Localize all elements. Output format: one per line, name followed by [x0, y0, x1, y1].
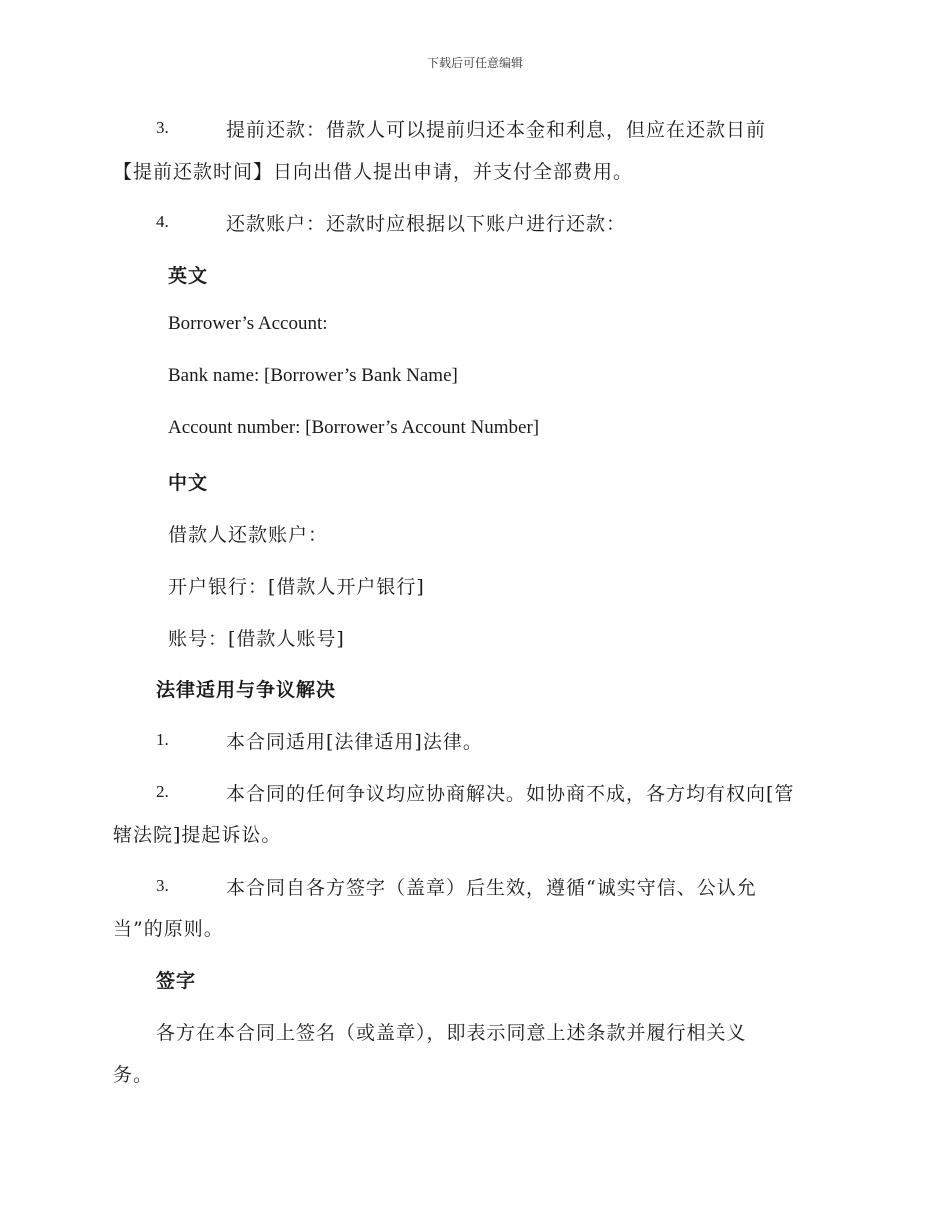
section-heading-chinese: 中文 [168, 472, 209, 494]
item-number: 3. [156, 876, 169, 895]
sign-text: 各方在本合同上签名（或盖章），即表示同意上述条款并履行相关义 [156, 1022, 747, 1044]
page-header: 下载后可任意编辑 [426, 56, 523, 70]
chinese-account-label: 借款人还款账户： [168, 524, 329, 546]
item-number: 1. [156, 730, 169, 749]
english-account-number: Account number: [Borrower’s Account Number] [168, 417, 540, 438]
item-number: 4. [156, 212, 169, 231]
section-heading-sign: 签字 [156, 970, 197, 992]
chinese-account-number: 账号：[借款人账号] [168, 628, 345, 650]
item-text: 本合同自各方签字（盖章）后生效，遵循“诚实守信、公认允 [226, 877, 757, 899]
item-number: 2. [156, 782, 169, 801]
item-text-continued: 当”的原则。 [113, 918, 224, 940]
item-text: 本合同的任何争议均应协商解决。如协商不成，各方均有权向[管 [226, 783, 795, 805]
item-number: 3. [156, 118, 169, 137]
item-text: 提前还款：借款人可以提前归还本金和利息，但应在还款日前 [226, 119, 767, 141]
chinese-bank-name: 开户银行：[借款人开户银行] [168, 576, 425, 598]
english-bank-name: Bank name: [Borrower’s Bank Name] [168, 365, 458, 386]
item-text-continued: 辖法院]提起诉讼。 [113, 824, 282, 846]
section-heading-english: 英文 [168, 265, 209, 287]
sign-text-continued: 务。 [113, 1064, 154, 1086]
item-text: 还款账户：还款时应根据以下账户进行还款： [226, 213, 627, 235]
item-text: 本合同适用[法律适用]法律。 [226, 731, 483, 753]
english-account-label: Borrower’s Account: [168, 313, 328, 334]
section-heading-law: 法律适用与争议解决 [156, 679, 337, 701]
item-text-continued: 【提前还款时间】日向出借人提出申请，并支付全部费用。 [113, 161, 634, 183]
